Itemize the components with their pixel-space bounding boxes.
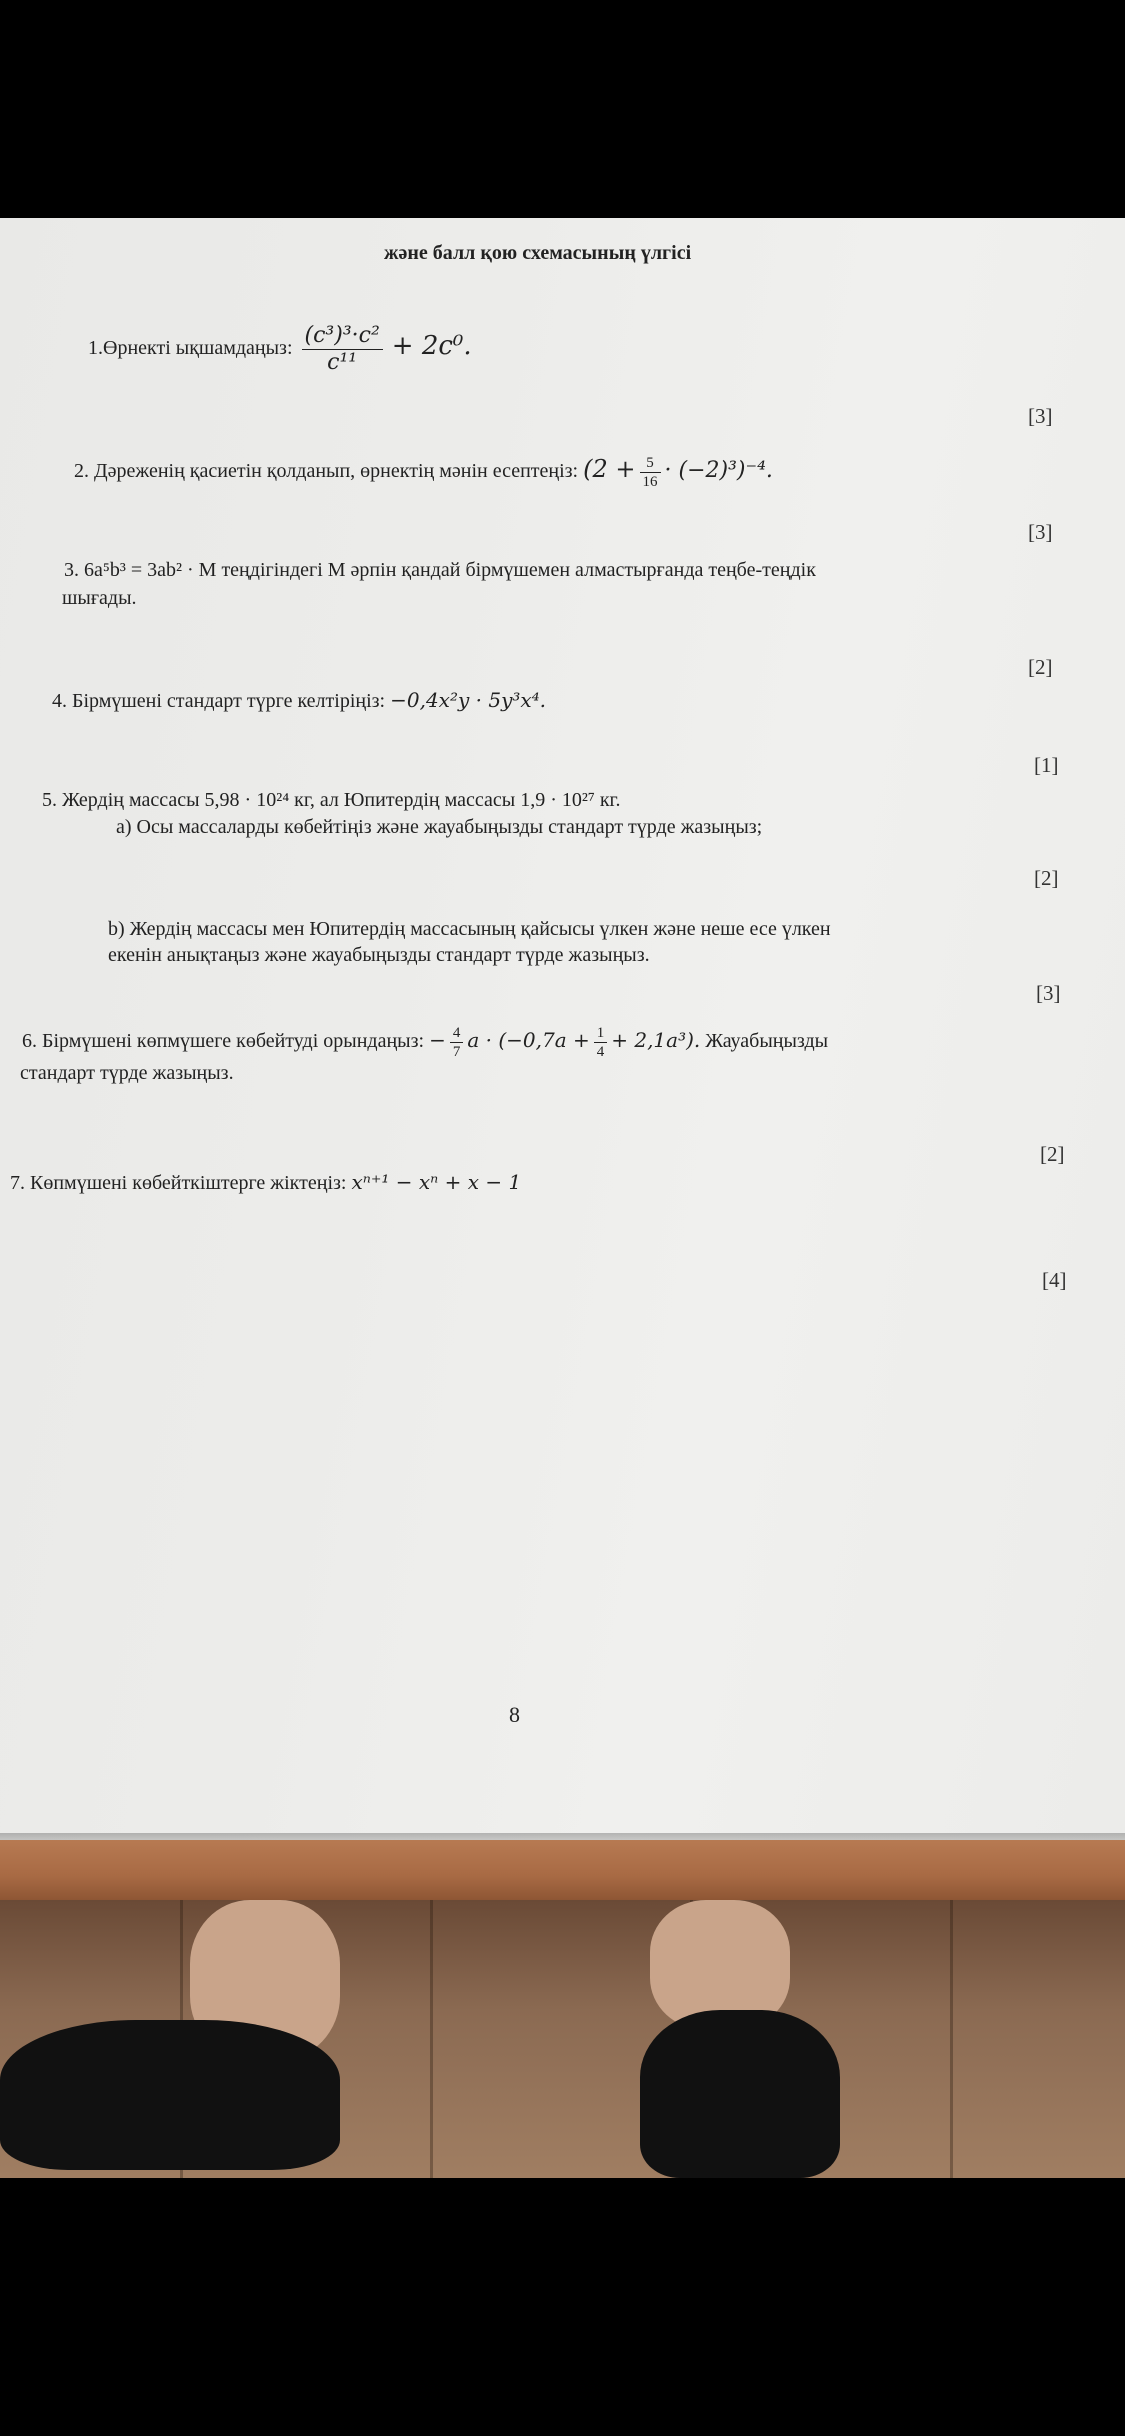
task-7-text: 7. Көпмүшені көбейткіштерге жіктеңіз: bbox=[10, 1172, 347, 1194]
task-6-line-1 bbox=[22, 1024, 828, 1061]
paper-sheet bbox=[0, 218, 1125, 1840]
task-5-b-score: [3] bbox=[1036, 981, 1061, 1005]
task-7-score: [4] bbox=[1042, 1268, 1067, 1292]
task-2-math-pre: (2 + bbox=[583, 455, 636, 484]
floor-plank-seam bbox=[430, 1900, 433, 2178]
task-6-fraction-2: $\frac{1}{4}$ bbox=[594, 1024, 608, 1061]
task-6-math-pre: − bbox=[429, 1028, 446, 1053]
task-2-fraction: $\frac{5}{16}$ bbox=[640, 454, 661, 491]
task-4-score: [1] bbox=[1034, 753, 1059, 777]
floor bbox=[0, 1900, 1125, 2178]
task-4-math: −0,4x²y · 5y³x⁴. bbox=[390, 688, 547, 712]
task-5-a-score: [2] bbox=[1034, 866, 1059, 890]
task-7 bbox=[10, 1170, 521, 1195]
task-1 bbox=[88, 323, 472, 376]
task-4 bbox=[52, 688, 546, 713]
floor-plank-seam bbox=[950, 1900, 953, 2178]
task-6-text: 6. Бірмүшені көпмүшеге көбейтуді орындаңыз: bbox=[22, 1030, 425, 1053]
task-7-math: xⁿ⁺¹ − xⁿ + x − 1 bbox=[351, 1170, 522, 1194]
task-1-fraction: $\frac{\text{(c³)³·c²}}{\text{c¹¹}}$ bbox=[302, 323, 383, 376]
task-6-fraction-1: $\frac{4}{7}$ bbox=[450, 1024, 464, 1061]
document-title: және балл қою схемасының үлгісі bbox=[384, 242, 692, 264]
task-2-score: [3] bbox=[1028, 520, 1053, 544]
task-3-line-1: 3. 6a⁵b³ = 3ab² · M теңдігіндегі M әрпін қандай бірмүшемен алмастырғанда теңбе-теңдік bbox=[64, 559, 816, 581]
shoe-right bbox=[640, 2010, 840, 2178]
task-6-text-after: Жауабыңызды bbox=[705, 1030, 829, 1053]
task-3-line-2: шығады. bbox=[62, 587, 137, 609]
photo bbox=[0, 218, 1125, 2178]
task-2-text: 2. Дәреженің қасиетін қолданып, өрнектің мәнін есептеңіз: bbox=[74, 460, 579, 483]
task-5-a: a) Осы массаларды көбейтіңіз және жауабыңызды стандарт түрде жазыңыз; bbox=[116, 816, 763, 838]
task-5-text: 5. Жердің массасы 5,98 · 10²⁴ кг, ал Юпитердің массасы 1,9 · 10²⁷ кг. bbox=[42, 789, 621, 811]
shoe-left bbox=[0, 2020, 340, 2170]
task-3-score: [2] bbox=[1028, 655, 1053, 679]
task-4-text: 4. Бірмүшені стандарт түрге келтіріңіз: bbox=[52, 690, 386, 712]
task-2-math-tail: · (−2)³)⁻⁴. bbox=[664, 458, 773, 484]
task-2 bbox=[74, 454, 773, 491]
task-6-score: [2] bbox=[1040, 1142, 1065, 1166]
task-1-math-tail: + 2c⁰. bbox=[391, 331, 472, 362]
task-6-line-2: стандарт түрде жазыңыз. bbox=[20, 1062, 234, 1084]
task-1-score: [3] bbox=[1028, 404, 1053, 428]
page-number: 8 bbox=[509, 1702, 520, 1727]
task-5-b-line-2: екенін анықтаңыз және жауабыңызды стандарт түрде жазыңыз. bbox=[108, 944, 650, 966]
task-6-math-mid: a · (−0,7a + bbox=[467, 1028, 590, 1053]
table-edge bbox=[0, 1840, 1125, 1900]
task-6-math-tail: + 2,1a³). bbox=[611, 1028, 701, 1053]
task-5-b-line-1: b) Жердің массасы мен Юпитердің массасының қайсысы үлкен және неше есе үлкен bbox=[108, 918, 831, 940]
task-1-text: 1.Өрнекті ықшамдаңыз: bbox=[88, 337, 293, 360]
